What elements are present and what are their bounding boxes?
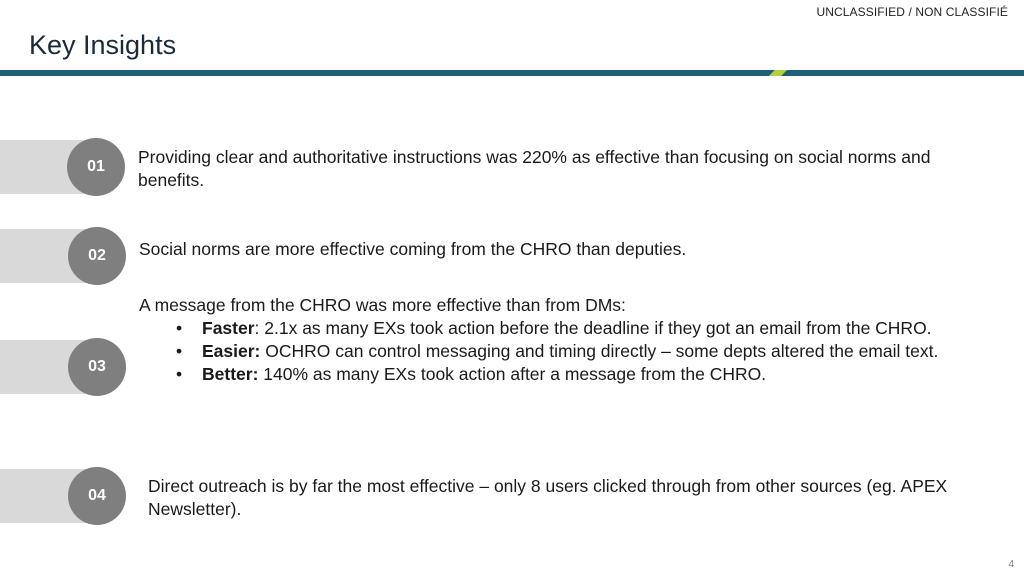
bullet-icon: •: [176, 364, 183, 384]
insight-text: Direct outreach is by far the most effective – only 8 users clicked through from other sources (eg. APEX Newsletter).: [148, 476, 948, 519]
bullet-label: Easier:: [202, 341, 261, 361]
insight-intro: A message from the CHRO was more effective than from DMs:: [139, 295, 626, 315]
insight-text-01: [138, 146, 938, 192]
insight-number-badge: 01: [67, 138, 125, 196]
page-title: Key Insights: [29, 30, 177, 60]
insight-text: Providing clear and authoritative instructions was 220% as effective than focusing on social norms and benefits.: [138, 147, 931, 190]
bullet-item: [139, 340, 939, 363]
insight-number-badge: 02: [68, 227, 126, 285]
bullet-text: 140% as many EXs took action after a message from the CHRO.: [258, 364, 767, 384]
insight-number-badge: 04: [68, 467, 126, 525]
classification-label: UNCLASSIFIED / NON CLASSIFIÉ: [816, 5, 1008, 19]
insight-bullet-list: [139, 317, 939, 386]
bullet-item: [139, 363, 939, 386]
bullet-icon: •: [176, 341, 183, 361]
bullet-label: Faster: [202, 318, 255, 338]
bullet-text: OCHRO can control messaging and timing directly – some depts altered the email text.: [260, 341, 939, 361]
title-divider: [0, 70, 1024, 76]
insight-text-04: [148, 475, 998, 521]
insight-text-02: [139, 238, 939, 261]
bullet-label: Better:: [202, 364, 259, 384]
page-number: 4: [1008, 559, 1014, 570]
insight-text-03: [139, 294, 939, 386]
bullet-text: : 2.1x as many EXs took action before the deadline if they got an email from the CHRO.: [254, 318, 932, 338]
bullet-icon: •: [176, 318, 183, 338]
insight-text: Social norms are more effective coming from the CHRO than deputies.: [139, 239, 687, 259]
bullet-item: [139, 317, 939, 340]
insight-number-badge: 03: [68, 338, 126, 396]
